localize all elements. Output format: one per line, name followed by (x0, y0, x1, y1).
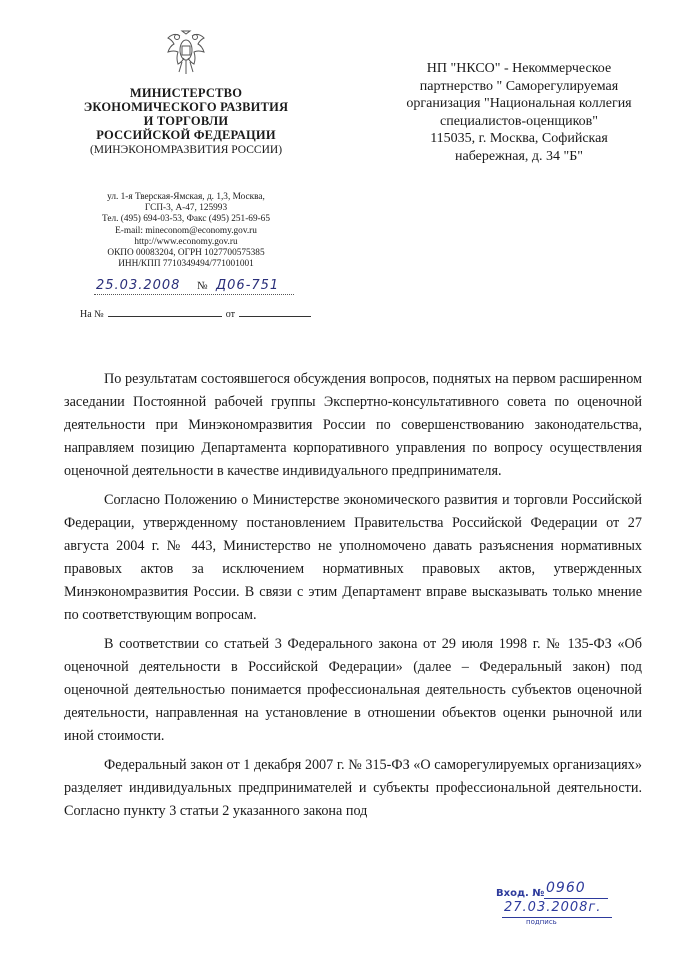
stamp-number: 0960 (546, 880, 586, 896)
address-line: ул. 1-я Тверская-Ямская, д. 1,3, Москва, (107, 192, 265, 202)
email-line: E-mail: mineconom@economy.gov.ru (115, 225, 257, 236)
addressee-line: набережная, д. 34 "Б" (455, 148, 583, 164)
ministry-title-line: РОССИЙСКОЙ ФЕДЕРАЦИИ (96, 128, 276, 142)
stamp-number-underline (544, 898, 608, 899)
reference-number-blank (108, 316, 222, 317)
registration-underline (94, 294, 294, 295)
outgoing-date: 25.03.2008 (96, 278, 181, 293)
body-paragraph: Согласно Положению о Министерстве экономического развития и торговли Российской Федерации, утвержденному постановлением Правительства Российской Федерации от 27 августа 2004 г. № 443, Министерство не уполномочено давать разъяснения нормативных правовых актов за исключением нормативных правовых актов, утвержденных Минэкономразвития России. В связи с этим Департамент вправе высказывать только мнение по соответствующим вопросам. (64, 492, 642, 623)
ministry-title (70, 86, 302, 157)
number-sign: № (197, 280, 208, 292)
ministry-title-line: МИНИСТЕРСТВО (129, 86, 243, 100)
ministry-title-line: ЭКОНОМИЧЕСКОГО РАЗВИТИЯ (83, 100, 289, 114)
body-paragraph: По результатам состоявшегося обсуждения вопросов, поднятых на первом расширенном заседании Постоянной рабочей группы Экспертно-консультативного совета по оценочной деятельности при Минэкономразвития России по совершенствованию законодательства, направляем позицию Департамента корпоративного управления по вопросу осуществления оценочной деятельности в качестве индивидуального предпринимателя. (64, 371, 642, 479)
ministry-title-line: И ТОРГОВЛИ (143, 114, 229, 128)
addressee-line: партнерство " Саморегулируемая (419, 78, 619, 94)
address-line: ГСП-3, А-47, 125993 (144, 203, 228, 214)
website-line: http://www.economy.gov.ru (134, 236, 238, 247)
inn-kpp-line: ИНН/КПП 7710349494/771001001 (118, 259, 254, 270)
body-paragraph: Федеральный закон от 1 декабря 2007 г. № 315-ФЗ «О саморегулируемых организациях» разделяет индивидуальных предпринимателей и субъекты профессиональной деятельности. Согласно пункту 3 статьи 2 указанного закона под (64, 757, 642, 819)
addressee-line: НП "НКСО" - Некоммерческое (426, 61, 612, 76)
ministry-contacts (86, 192, 286, 270)
double-headed-eagle-icon (164, 28, 208, 78)
reference-line (80, 309, 311, 320)
addressee-line: 115035, г. Москва, Софийская (430, 131, 608, 146)
ministry-short-name: (МИНЭКОНОМРАЗВИТИЯ РОССИИ) (89, 144, 283, 156)
stamp-date: 27.03.2008г. (504, 900, 602, 915)
stamp-caption: подпись (526, 918, 557, 926)
stamp-date-underline (502, 917, 612, 918)
addressee-block (388, 60, 650, 165)
outgoing-number: Д06-751 (216, 278, 280, 293)
phone-fax-line: Тел. (495) 694-03-53, Факс (495) 251-69-65 (102, 214, 270, 225)
addressee-line: специалистов-оценщиков" (439, 113, 599, 129)
okpo-ogrn-line: ОКПО 00083204, ОГРН 1027700575385 (107, 248, 265, 259)
reference-date-blank (239, 316, 311, 317)
letter-body (64, 368, 642, 829)
incoming-stamp (496, 880, 626, 942)
body-paragraph: В соответствии со статьей 3 Федерального закона от 29 июля 1998 г. № 135-ФЗ «Об оценочной деятельности в Российской Федерации» (далее – Федеральный закон) под оценочной деятельностью понимается профессиональная деятельность субъектов оценочной деятельности, направленная на установление в отношении объектов оценки рыночной или иной стоимости. (64, 636, 642, 744)
stamp-label: Вход. № (496, 888, 545, 899)
reference-from-label: от (225, 309, 235, 320)
outgoing-registration (66, 278, 306, 298)
reference-prefix: На № (80, 309, 104, 320)
addressee-line: организация "Национальная коллегия (406, 96, 632, 111)
